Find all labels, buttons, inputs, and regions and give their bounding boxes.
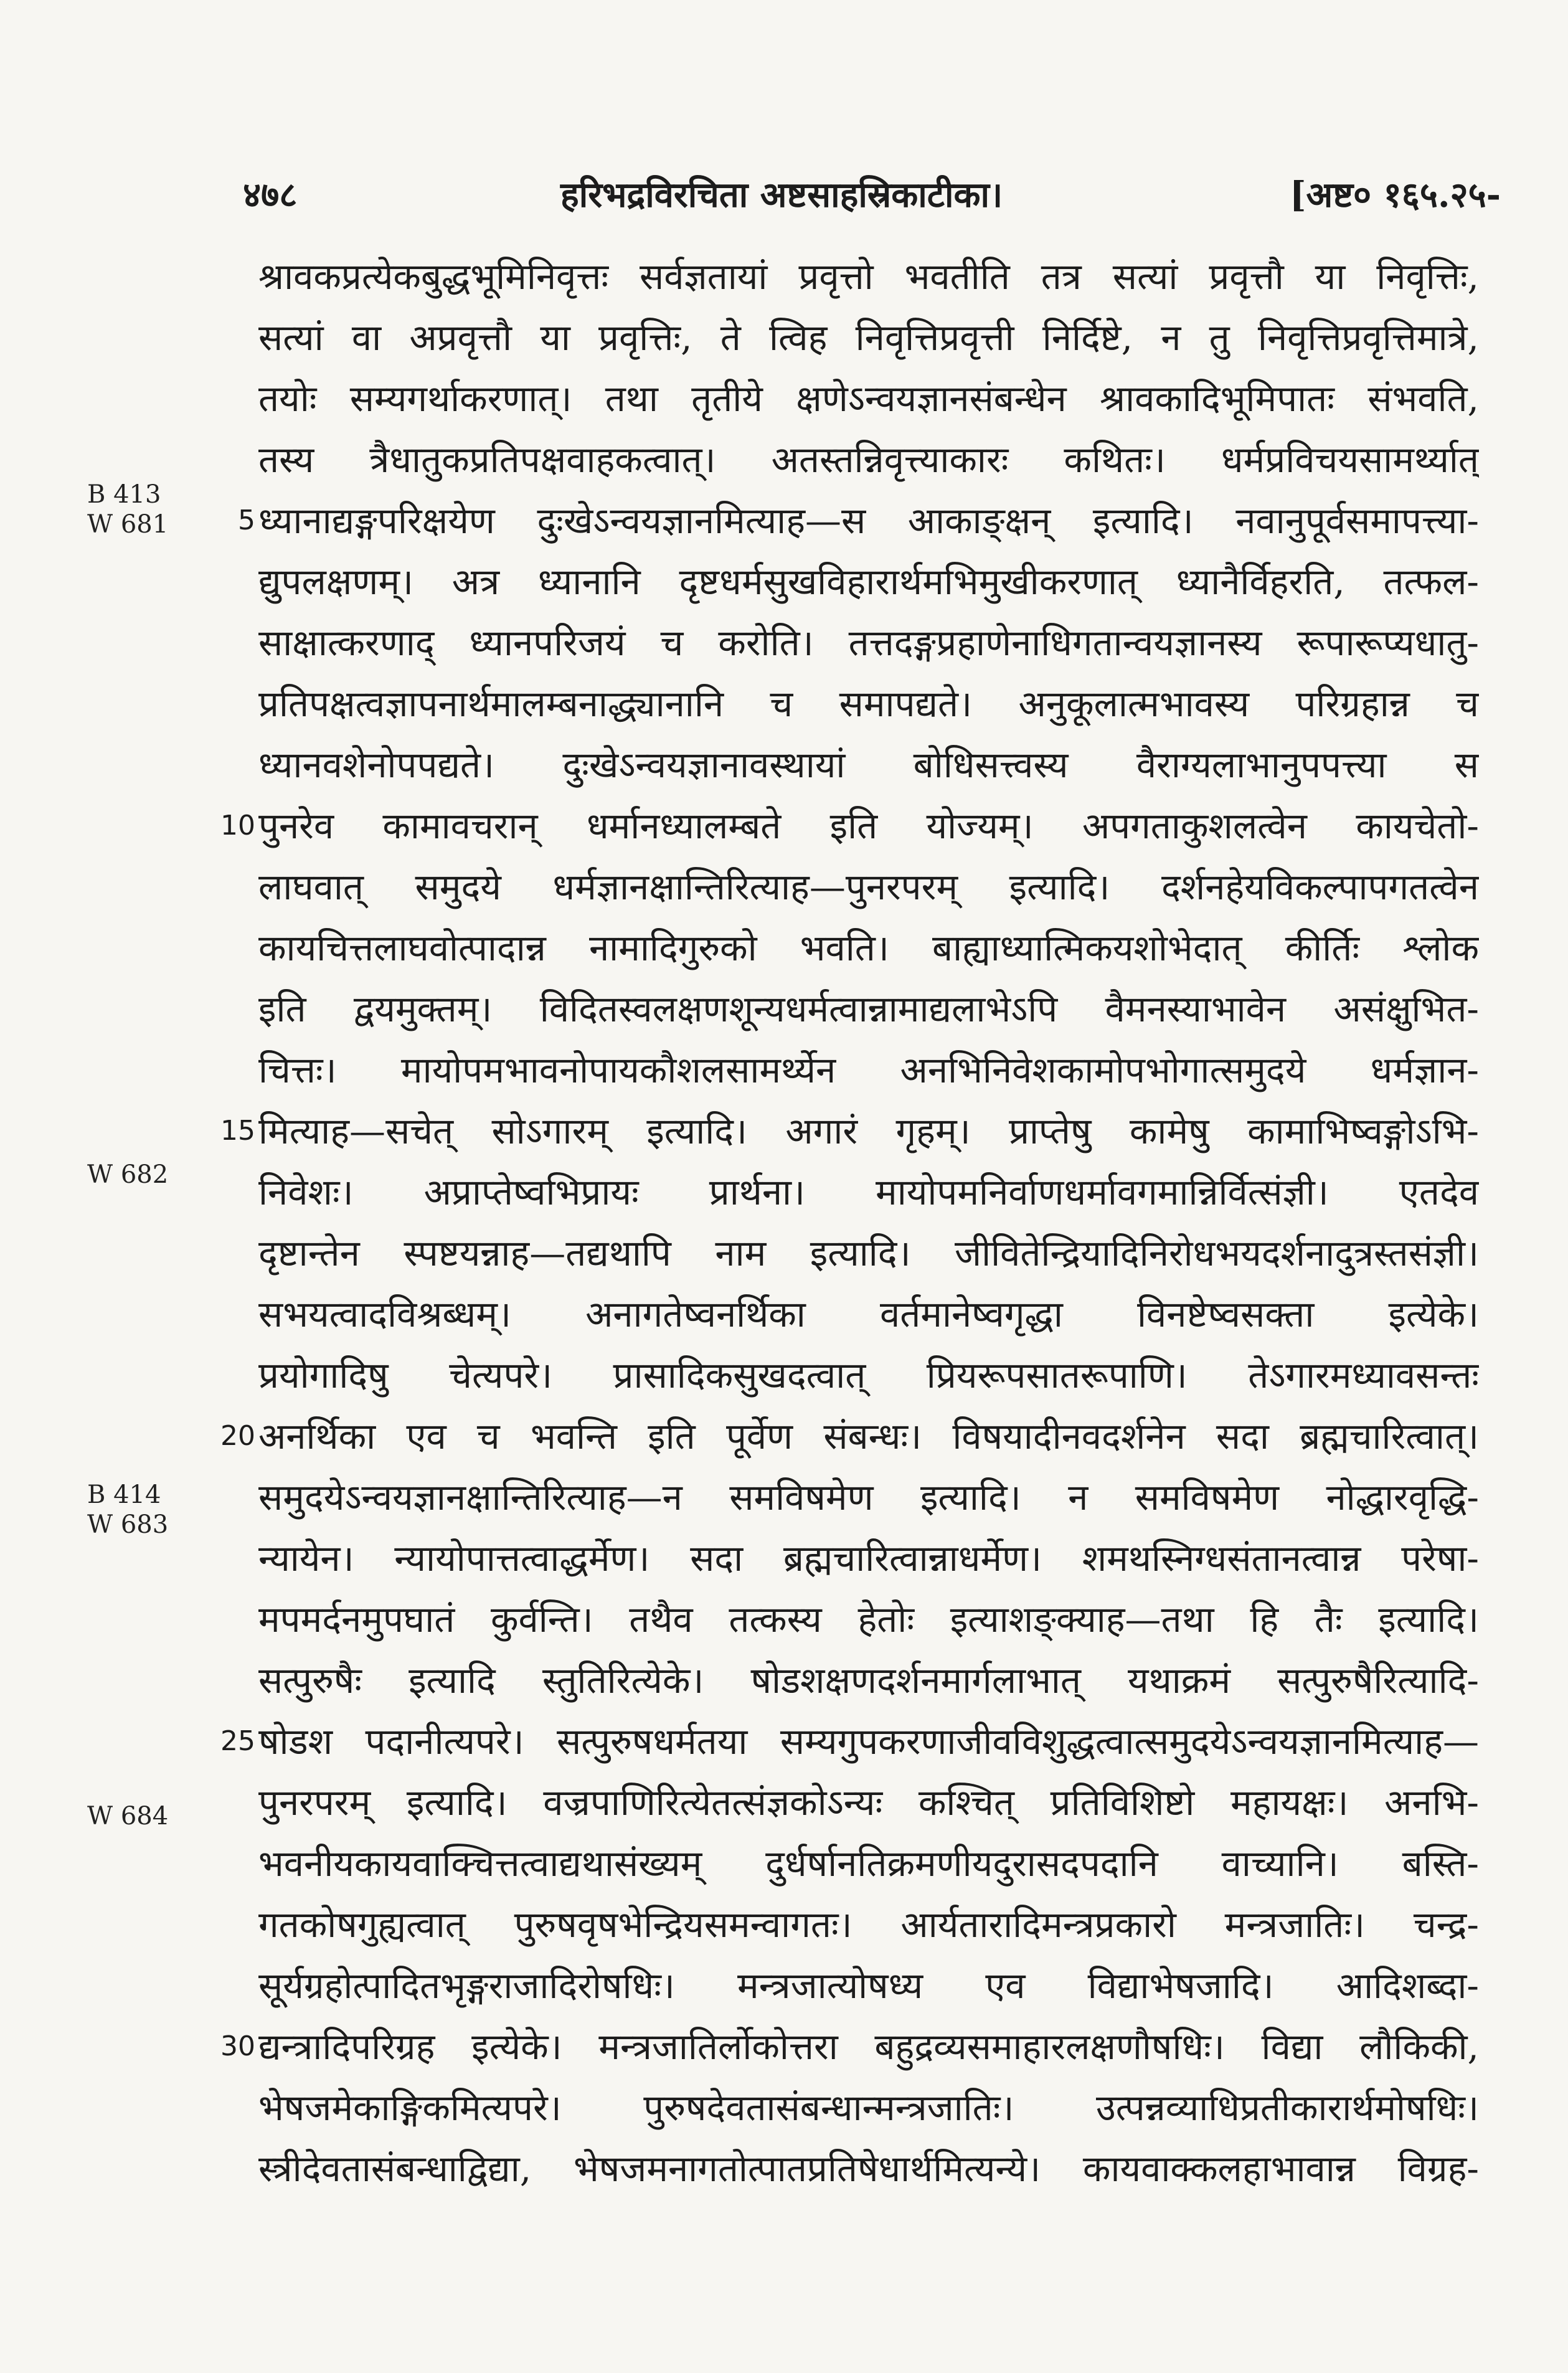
line-number: 5 [238,504,255,536]
text-line: समुदयेऽन्वयज्ञानक्षान्तिरित्याह—न समविषमेण इत्यादि। न समविषमेण नोद्धारवृद्धि- [258,1476,1479,1518]
margin-note [87,1801,168,1831]
text-line: स्त्रीदेवतासंबन्धाद्विद्या, भेषजमनागतोत्पातप्रतिषेधार्थमित्यन्ये। कायवाक्कलहाभावान्न विग्रह- [258,2148,1479,2190]
text-line: भेषजमेकाङ्गिकमित्यपरे। पुरुषदेवतासंबन्धान्मन्त्रजातिः। उत्पन्नव्याधिप्रतीकारार्थमोषधिः। [258,2086,1479,2129]
text-line: सूर्यग्रहोत्पादितभृङ्गराजादिरोषधिः। मन्त्रजात्योषध्य एव विद्याभेषजादि। आदिशब्दा- [258,1964,1479,2007]
section-reference: [अष्ट० १६५.२५- [1290,174,1501,216]
text-line: प्रयोगादिषु चेत्यपरे। प्रासादिकसुखदत्वात् प्रियरूपसातरूपाणि। तेऽगारमध्यावसन्तः [258,1354,1479,1396]
text-line: सत्यां वा अप्रवृत्तौ या प्रवृत्तिः, ते त्विह निवृत्तिप्रवृत्ती निर्दिष्टे, न तु निवृत्तिप्रवृत्तिमात्रे, [258,316,1479,359]
text-line: मपमर्दनमुपघातं कुर्वन्ति। तथैव तत्कस्य हेतोः इत्याशङ्क्याह—तथा हि तैः इत्यादि। [258,1598,1479,1641]
margin-note [87,480,168,539]
margin-note-line: B 413 [87,480,161,509]
margin-note-line: W 682 [87,1160,169,1189]
text-line: ध्यानाद्यङ्गपरिक्षयेण दुःखेऽन्वयज्ञानमित्याह—स आकाङ्क्षन् इत्यादि। नवानुपूर्वसमापत्त्या- [258,500,1479,542]
line-number: 25 [220,1725,255,1757]
margin-note-line: W 681 [87,510,169,539]
page-number: ४७८ [243,174,298,216]
margin-note [87,1160,168,1190]
text-line: साक्षात्करणाद् ध्यानपरिजयं च करोति। तत्तदङ्गप्रहाणेनाधिगतान्वयज्ञानस्य रूपारूप्यधातु- [258,622,1479,664]
text-line: इति द्वयमुक्तम्। विदितस्वलक्षणशून्यधर्मत्वान्नामाद्यलाभेऽपि वैमनस्याभावेन असंक्षुभित- [258,988,1479,1030]
text-line: षोडश पदानीत्यपरे। सत्पुरुषधर्मतया सम्यगुपकरणाजीवविशुद्धत्वात्समुदयेऽन्वयज्ञानमित्याह— [258,1720,1479,1763]
line-number: 20 [220,1420,255,1452]
commentary-text [258,246,1479,2199]
text-line: भवनीयकायवाक्चित्तत्वाद्यथासंख्यम् दुर्धर्षानतिक्रमणीयदुरासदपदानि वाच्यानि। बस्ति- [258,1842,1479,1885]
text-line: मित्याह—सचेत् सोऽगारम् इत्यादि। अगारं गृहम्। प्राप्तेषु कामेषु कामाभिष्वङ्गोऽभि- [258,1110,1479,1152]
line-number: 15 [220,1115,255,1147]
text-line: अनर्थिका एव च भवन्ति इति पूर्वेण संबन्धः। विषयादीनवदर्शनेन सदा ब्रह्मचारित्वात्। [258,1415,1479,1457]
text-line: न्यायेन। न्यायोपात्तत्वाद्धर्मेण। सदा ब्रह्मचारित्वान्नाधर्मेण। शमथस्निग्धसंतानत्वान्न परेषा- [258,1537,1479,1580]
text-line: तस्य त्रैधातुकप्रतिपक्षवाहकत्वात्। अतस्तन्निवृत्त्याकारः कथितः। धर्मप्रविचयसामर्थ्यात् [258,438,1479,481]
text-line: तयोः सम्यगर्थाकरणात्। तथा तृतीये क्षणेऽन्वयज्ञानसंबन्धेन श्रावकादिभूमिपातः संभवति, [258,377,1479,420]
page-header [243,167,1501,223]
running-title: हरिभद्रविरचिता अष्टसाहस्रिकाटीका। [560,174,1003,216]
text-line: निवेशः। अप्राप्तेष्वभिप्रायः प्रार्थना। मायोपमनिर्वाणधर्मावगमान्निर्वित्संज्ञी। एतदेव [258,1171,1479,1213]
text-line: प्रतिपक्षत्वज्ञापनार्थमालम्बनाद्ध्यानानि च समापद्यते। अनुकूलात्मभावस्य परिग्रहान्न च [258,683,1479,725]
text-line: द्यन्त्रादिपरिग्रह इत्येके। मन्त्रजातिर्लोकोत्तरा बहुद्रव्यसमाहारलक्षणौषधिः। विद्या लौकिकी, [258,2025,1479,2068]
margin-note-line: B 414 [87,1480,161,1509]
text-line: पुनरपरम् इत्यादि। वज्रपाणिरित्येतत्संज्ञकोऽन्यः कश्चित् प्रतिविशिष्टो महायक्षः। अनभि- [258,1781,1479,1824]
text-line: द्युपलक्षणम्। अत्र ध्यानानि दृष्टधर्मसुखविहारार्थमभिमुखीकरणात् ध्यानैर्विहरति, तत्फल- [258,561,1479,603]
margin-note-line: W 684 [87,1802,169,1831]
line-number: 10 [220,810,255,841]
text-line: गतकोषगुह्यत्वात् पुरुषवृषभेन्द्रियसमन्वागतः। आर्यतारादिमन्त्रप्रकारो मन्त्रजातिः। चन्द्र- [258,1903,1479,1946]
text-line: दृष्टान्तेन स्पष्टयन्नाह—तद्यथापि नाम इत्यादि। जीवितेन्द्रियादिनिरोधभयदर्शनादुत्रस्तसंज्ञी। [258,1232,1479,1274]
text-line: कायचित्तलाघवोत्पादान्न नामादिगुरुको भवति। बाह्याध्यात्मिकयशोभेदात् कीर्तिः श्लोक [258,927,1479,969]
text-line: सत्पुरुषैः इत्यादि स्तुतिरित्येके। षोडशक्षणदर्शनमार्गलाभात् यथाक्रमं सत्पुरुषैरित्यादि- [258,1659,1479,1702]
text-line: पुनरेव कामावचरान् धर्मानध्यालम्बते इति योज्यम्। अपगताकुशलत्वेन कायचेतो- [258,805,1479,847]
text-line: सभयत्वादविश्रब्धम्। अनागतेष्वनर्थिका वर्तमानेष्वगृद्धा विनष्टेष्वसक्ता इत्येके। [258,1293,1479,1335]
margin-note [87,1480,168,1540]
text-line: चित्तः। मायोपमभावनोपायकौशलसामर्थ्येन अनभिनिवेशकामोपभोगात्समुदये धर्मज्ञान- [258,1049,1479,1091]
text-line: ध्यानवशेनोपपद्यते। दुःखेऽन्वयज्ञानावस्थायां बोधिसत्त्वस्य वैराग्यलाभानुपपत्त्या स [258,744,1479,786]
line-number: 30 [220,2030,255,2062]
margin-note-line: W 683 [87,1510,169,1539]
text-line: लाघवात् समुदये धर्मज्ञानक्षान्तिरित्याह—पुनरपरम् इत्यादि। दर्शनहेयविकल्पापगतत्वेन [258,866,1479,908]
text-line: श्रावकप्रत्येकबुद्धभूमिनिवृत्तः सर्वज्ञतायां प्रवृत्तो भवतीति तत्र सत्यां प्रवृत्तौ या निवृत्तिः, [258,255,1479,298]
